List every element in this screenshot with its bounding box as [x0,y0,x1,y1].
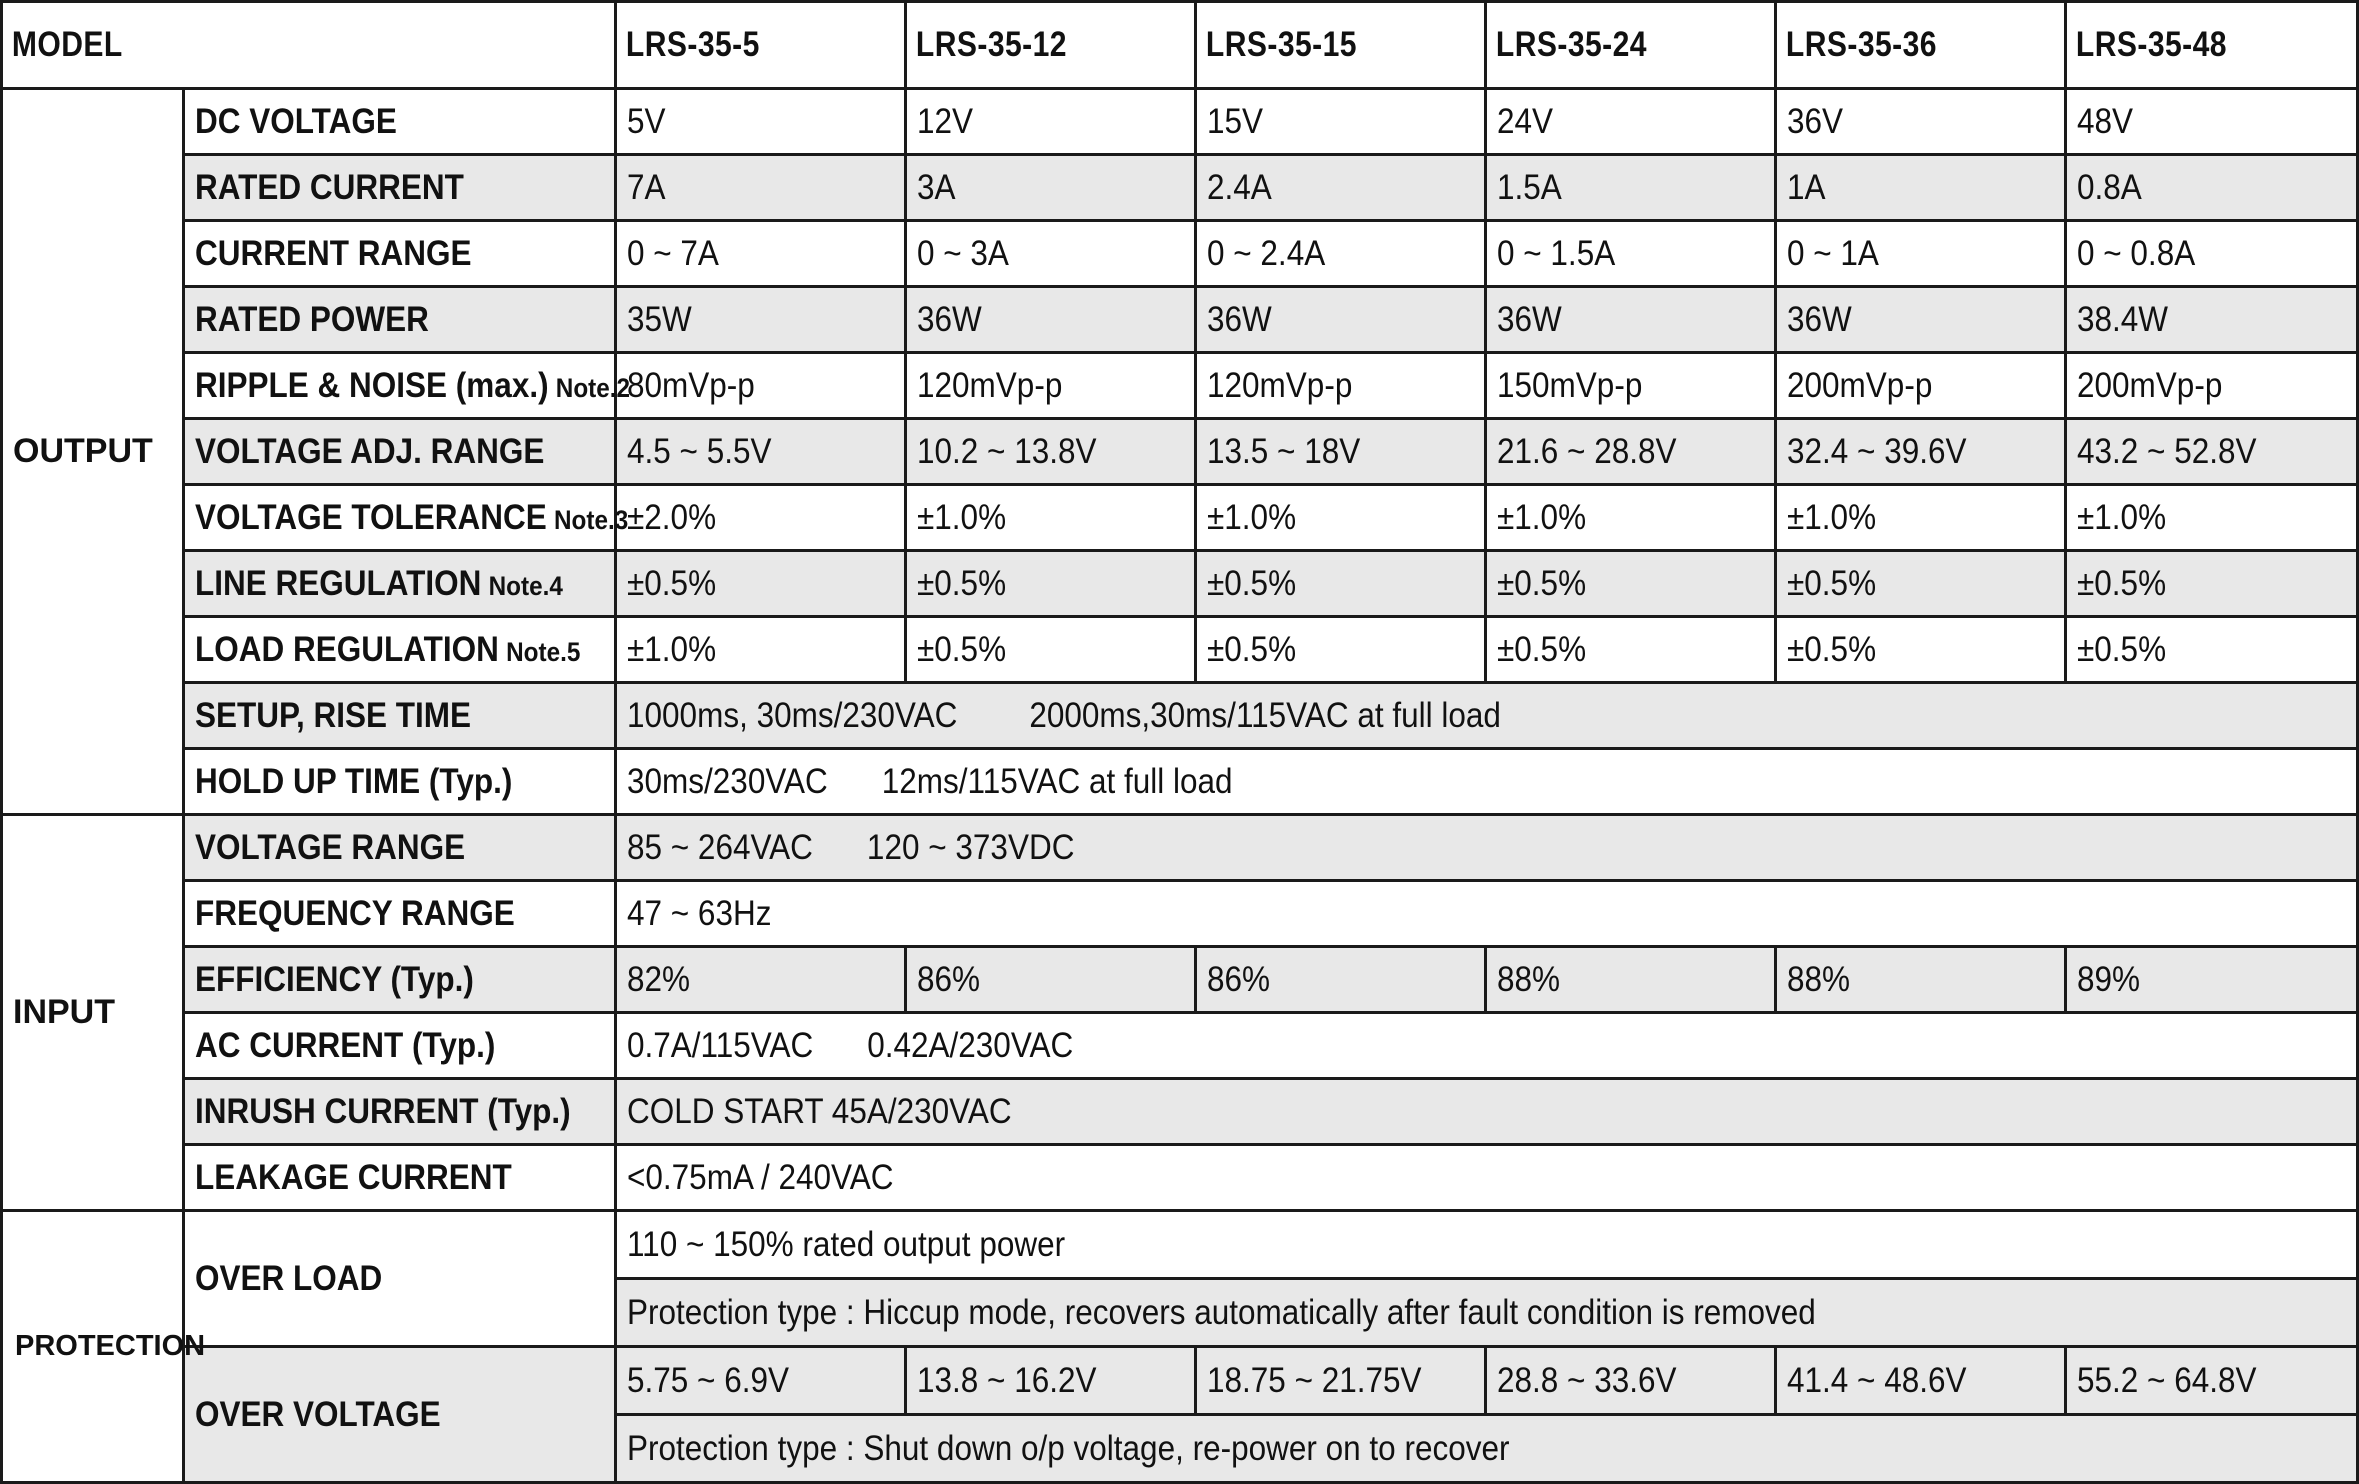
cell-value: 150mVp-p [1486,353,1776,419]
model-name: LRS-35-5 [616,2,865,89]
cell-value: 47 ~ 63Hz [616,881,2358,947]
cell-value: 5.75 ~ 6.9V [616,1347,906,1415]
cell-value: 36W [1776,287,2066,353]
row-label: HOLD UP TIME (Typ.) [184,749,616,815]
model-name: LRS-35-15 [1196,2,1445,89]
cell-value: 82% [616,947,906,1013]
row-label: FREQUENCY RANGE [184,881,616,947]
cell-value: 7A [616,155,906,221]
cell-value: ±1.0% [616,617,906,683]
cell-value: 24V [1486,89,1776,155]
cell-value: 36W [906,287,1196,353]
cell-value: 36W [1196,287,1486,353]
row-label: OVER LOAD [184,1211,616,1347]
note-ref: Note.5 [506,636,581,667]
cell-value: 55.2 ~ 64.8V [2066,1347,2358,1415]
cell-value: ±0.5% [1196,551,1486,617]
cell-value: ±0.5% [2066,551,2358,617]
row-leakage-current [2,1145,2358,1211]
cell-value: 21.6 ~ 28.8V [1486,419,1776,485]
row-label: OVER VOLTAGE [184,1347,616,1483]
cell-value: ±0.5% [1486,617,1776,683]
cell-value: 13.8 ~ 16.2V [906,1347,1196,1415]
row-line-regulation [2,551,2358,617]
row-label: SETUP, RISE TIME [184,683,616,749]
cell-value: ±1.0% [1196,485,1486,551]
cell-value: ±0.5% [1196,617,1486,683]
row-inrush-current [2,1079,2358,1145]
row-label: VOLTAGE RANGE [184,815,616,881]
cell-value: ±1.0% [1486,485,1776,551]
row-label: LINE REGULATION Note.4 [184,551,616,617]
row-label: LEAKAGE CURRENT [184,1145,616,1211]
cell-value: ±1.0% [906,485,1196,551]
cell-value: 1.5A [1486,155,1776,221]
cell-value: ±0.5% [1776,617,2066,683]
cell-value: 38.4W [2066,287,2358,353]
cell-value: 5V [616,89,906,155]
model-name: LRS-35-12 [906,2,1155,89]
cell-value: ±0.5% [616,551,906,617]
row-label: RATED CURRENT [184,155,616,221]
cell-value: 41.4 ~ 48.6V [1776,1347,2066,1415]
cell-value: ±1.0% [2066,485,2358,551]
row-over-voltage [2,1347,2358,1415]
row-label: AC CURRENT (Typ.) [184,1013,616,1079]
cell-value: 48V [2066,89,2358,155]
cell-value: 0 ~ 2.4A [1196,221,1486,287]
cell-value: 88% [1486,947,1776,1013]
row-voltage-adj-range [2,419,2358,485]
cell-value: 28.8 ~ 33.6V [1486,1347,1776,1415]
cell-value: 43.2 ~ 52.8V [2066,419,2358,485]
model-name: LRS-35-36 [1776,2,2025,89]
cell-value: 32.4 ~ 39.6V [1776,419,2066,485]
cell-value: ±2.0% [616,485,906,551]
row-hold-up-time [2,749,2358,815]
cell-value: 0 ~ 7A [616,221,906,287]
cell-value: 0.7A/115VAC 0.42A/230VAC [616,1013,2358,1079]
cell-value: 120mVp-p [906,353,1196,419]
cell-value: 200mVp-p [1776,353,2066,419]
cell-value: 1A [1776,155,2066,221]
header-row [2,2,2358,89]
cell-value: 0 ~ 3A [906,221,1196,287]
model-name: LRS-35-24 [1486,2,1735,89]
row-ac-current [2,1013,2358,1079]
cell-value: 86% [1196,947,1486,1013]
cell-value: 36V [1776,89,2066,155]
row-label: DC VOLTAGE [184,89,616,155]
cell-value: Protection type : Shut down o/p voltage, re-power on to recover [616,1415,2358,1483]
row-setup-rise-time [2,683,2358,749]
row-label: VOLTAGE TOLERANCE Note.3 [184,485,616,551]
row-load-regulation [2,617,2358,683]
row-voltage-tolerance [2,485,2358,551]
cell-value: 88% [1776,947,2066,1013]
cell-value: 1000ms, 30ms/230VAC 2000ms,30ms/115VAC at full load [616,683,2358,749]
cell-value: 120mVp-p [1196,353,1486,419]
cell-value: 0 ~ 1.5A [1486,221,1776,287]
row-label: EFFICIENCY (Typ.) [184,947,616,1013]
cell-value: 18.75 ~ 21.75V [1196,1347,1486,1415]
cell-value: 4.5 ~ 5.5V [616,419,906,485]
cell-value: 110 ~ 150% rated output power [616,1211,2358,1279]
row-dc-voltage [2,89,2358,155]
cell-value: <0.75mA / 240VAC [616,1145,2358,1211]
cell-value: 85 ~ 264VAC 120 ~ 373VDC [616,815,2358,881]
row-over-load [2,1211,2358,1279]
cell-value: ±0.5% [2066,617,2358,683]
cell-value: 15V [1196,89,1486,155]
cell-value: 36W [1486,287,1776,353]
row-efficiency [2,947,2358,1013]
cell-value: 30ms/230VAC 12ms/115VAC at full load [616,749,2358,815]
row-label: RIPPLE & NOISE (max.) Note.2 [184,353,616,419]
cell-value: ±0.5% [1776,551,2066,617]
group-protection: PROTECTION [2,1211,184,1483]
cell-value: 89% [2066,947,2358,1013]
note-ref: Note.4 [488,570,563,601]
row-voltage-range [2,815,2358,881]
cell-value: 86% [906,947,1196,1013]
row-rated-current [2,155,2358,221]
cell-value: 12V [906,89,1196,155]
row-label: VOLTAGE ADJ. RANGE [184,419,616,485]
cell-value: 0 ~ 1A [1776,221,2066,287]
row-frequency-range [2,881,2358,947]
cell-value: 0 ~ 0.8A [2066,221,2358,287]
group-output: OUTPUT [2,89,184,815]
cell-value: 200mVp-p [2066,353,2358,419]
cell-value: Protection type : Hiccup mode, recovers automatically after fault condition is removed [616,1279,2358,1347]
group-input: INPUT [2,815,184,1211]
cell-value: 2.4A [1196,155,1486,221]
cell-value: ±0.5% [1486,551,1776,617]
model-name: LRS-35-48 [2066,2,2317,89]
cell-value: ±0.5% [906,617,1196,683]
row-label: INRUSH CURRENT (Typ.) [184,1079,616,1145]
row-ripple-noise [2,353,2358,419]
cell-value: COLD START 45A/230VAC [616,1079,2358,1145]
row-label: RATED POWER [184,287,616,353]
cell-value: 10.2 ~ 13.8V [906,419,1196,485]
cell-value: ±1.0% [1776,485,2066,551]
cell-value: 13.5 ~ 18V [1196,419,1486,485]
cell-value: 35W [616,287,906,353]
model-label: MODEL [2,2,530,89]
row-current-range [2,221,2358,287]
cell-value: ±0.5% [906,551,1196,617]
cell-value: 80mVp-p [616,353,906,419]
note-ref: Note.2 [555,372,631,403]
cell-value: 0.8A [2066,155,2358,221]
row-label: CURRENT RANGE [184,221,616,287]
note-ref: Note.3 [553,504,629,535]
row-rated-power [2,287,2358,353]
cell-value: 3A [906,155,1196,221]
row-label: LOAD REGULATION Note.5 [184,617,616,683]
